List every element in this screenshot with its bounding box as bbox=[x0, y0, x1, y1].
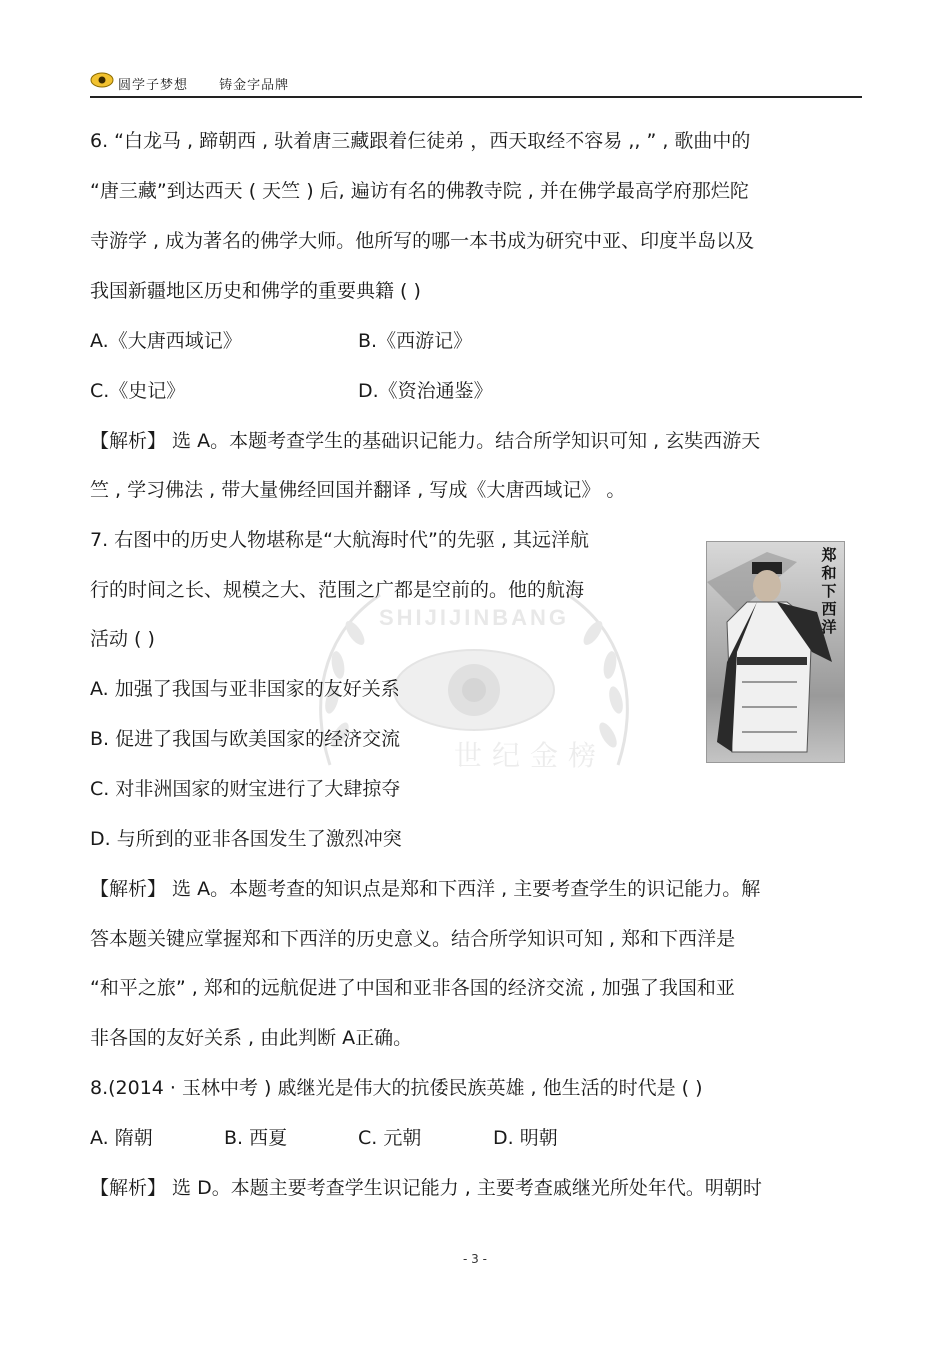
eye-logo-icon bbox=[90, 72, 114, 88]
q7-option-d: D. 与所到的亚非各国发生了激烈冲突 bbox=[90, 828, 402, 850]
q6-option-d: D.《资治通鉴》 bbox=[358, 380, 493, 402]
q6-analysis-line-2: 竺 , 学习佛法 , 带大量佛经回国并翻译 , 写成《大唐西域记》 。 bbox=[90, 479, 626, 501]
q8-option-b: B. 西夏 bbox=[224, 1127, 288, 1149]
q7-analysis-line-3: “和平之旅” , 郑和的远航促进了中国和亚非各国的经济交流 , 加强了我国和亚 bbox=[90, 977, 735, 999]
q7-option-c: C. 对非洲国家的财宝进行了大肆掠夺 bbox=[90, 778, 401, 800]
q6-stem-line-3: 寺游学 , 成为著名的佛学大师。他所写的哪一本书成为研究中亚、印度半岛以及 bbox=[90, 230, 755, 252]
q6-stem-line-1: 6. “白龙马 , 蹄朝西 , 驮着唐三藏跟着仨徒弟 ，西天取经不容易 ,, ” , 歌曲中的 bbox=[90, 130, 751, 152]
figure-caption: 郑和下西洋 bbox=[821, 546, 837, 636]
q7-stem-line-2: 行的时间之长、规模之大、范围之广都是空前的。他的航海 bbox=[90, 579, 585, 601]
q6-stem-line-4: 我国新疆地区历史和佛学的重要典籍 ( ) bbox=[90, 280, 421, 302]
q7-analysis-line-1: 【解析】 选 A。本题考查的知识点是郑和下西洋 , 主要考查学生的识记能力。解 bbox=[90, 878, 761, 900]
page-number: - 3 - bbox=[463, 1252, 487, 1266]
page-header bbox=[90, 68, 862, 98]
q7-analysis-line-4: 非各国的友好关系 , 由此判断 A正确。 bbox=[90, 1027, 413, 1049]
q8-stem-line-1: 8.(2014 · 玉林中考 ) 戚继光是伟大的抗倭民族英雄 , 他生活的时代是 ( ) bbox=[90, 1077, 703, 1099]
header-slogan-1: 圆学子梦想 bbox=[118, 78, 189, 93]
header-slogan-2: 铸金字品牌 bbox=[219, 78, 290, 93]
q6-stem-line-2: “唐三藏”到达西天 ( 天竺 ) 后, 遍访有名的佛教寺院 , 并在佛学最高学府那烂陀 bbox=[90, 180, 749, 202]
q6-option-b: B.《西游记》 bbox=[358, 330, 473, 352]
q6-option-a: A.《大唐西域记》 bbox=[90, 330, 242, 352]
q7-analysis-line-2: 答本题关键应掌握郑和下西洋的历史意义。结合所学知识可知 , 郑和下西洋是 bbox=[90, 928, 736, 950]
q7-stem-line-3: 活动 ( ) bbox=[90, 628, 155, 650]
zheng-he-portrait bbox=[706, 541, 845, 763]
watermark-text-cn: 世纪金榜 bbox=[453, 739, 607, 772]
q8-option-c: C. 元朝 bbox=[358, 1127, 422, 1149]
watermark-text: SHIJIJINBANG bbox=[378, 605, 570, 630]
header-slogans bbox=[118, 74, 315, 93]
q7-option-a: A. 加强了我国与亚非国家的友好关系 bbox=[90, 678, 400, 700]
q7-option-b: B. 促进了我国与欧美国家的经济交流 bbox=[90, 728, 401, 750]
q6-option-c: C.《史记》 bbox=[90, 380, 186, 402]
q7-stem-line-1: 7. 右图中的历史人物堪称是“大航海时代”的先驱 , 其远洋航 bbox=[90, 529, 589, 551]
q8-analysis-line-1: 【解析】 选 D。本题主要考查学生识记能力 , 主要考查戚继光所处年代。明朝时 bbox=[90, 1177, 762, 1199]
q6-analysis-line-1: 【解析】 选 A。本题考查学生的基础识记能力。结合所学知识可知 , 玄奘西游天 bbox=[90, 430, 761, 452]
q8-option-d: D. 明朝 bbox=[493, 1127, 558, 1149]
q8-option-a: A. 隋朝 bbox=[90, 1127, 153, 1149]
